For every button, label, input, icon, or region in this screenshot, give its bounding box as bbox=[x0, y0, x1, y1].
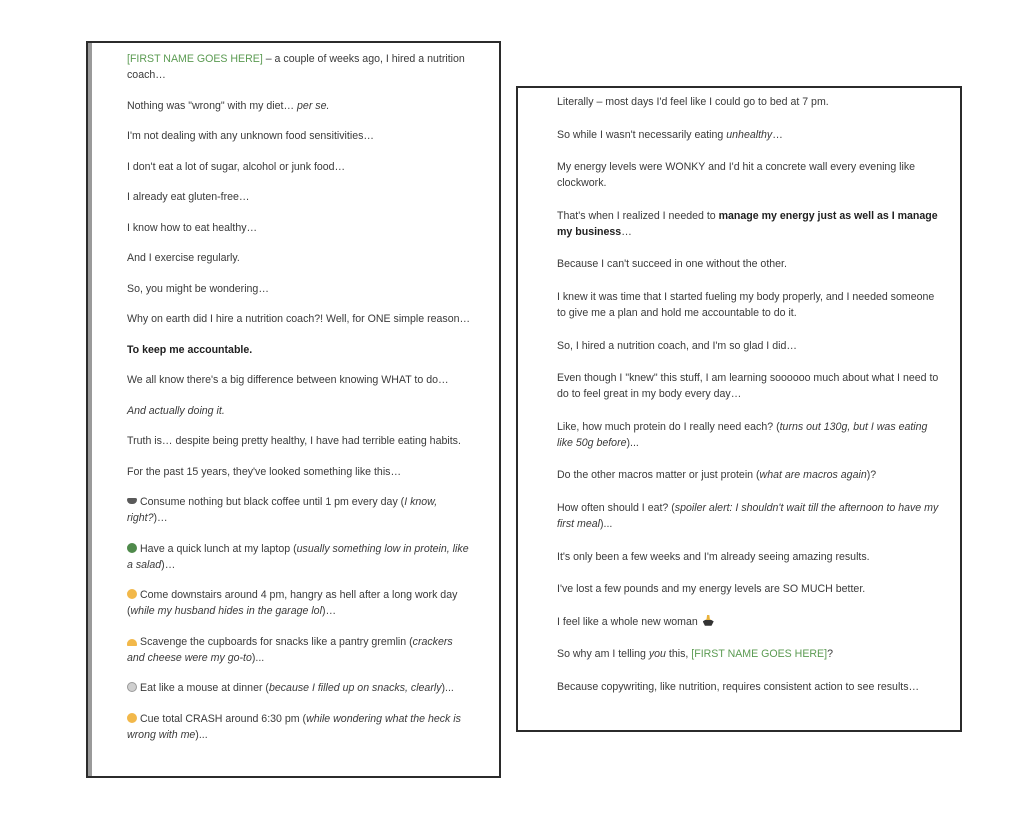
habit-item: Come downstairs around 4 pm, hangry as hell after a long work day (while my husband hides in the garage lol)… bbox=[127, 589, 458, 617]
paragraph: I know how to eat healthy… bbox=[127, 221, 258, 234]
email-draft-page-1 bbox=[86, 41, 501, 778]
paragraph-italic: And actually doing it. bbox=[127, 404, 225, 417]
habit-item: Consume nothing but black coffee until 1 pm every day (I know, right?)… bbox=[127, 496, 438, 524]
paragraph: Even though I "knew" this stuff, I am learning soooooo much about what I need to do to feel great in my body every day… bbox=[557, 372, 939, 401]
hungry-face-icon bbox=[127, 589, 137, 599]
paragraph: Truth is… despite being pretty healthy, I have had terrible eating habits. bbox=[127, 435, 461, 447]
salad-icon bbox=[127, 543, 137, 553]
first-name-placeholder: [FIRST NAME GOES HERE] bbox=[127, 53, 263, 65]
page-1-body bbox=[127, 51, 472, 757]
paragraph: My energy levels were WONKY and I'd hit a concrete wall every evening like clockwork. bbox=[557, 161, 916, 190]
habit-item: Scavenge the cupboards for snacks like a pantry gremlin (crackers and cheese were my go-to)... bbox=[127, 635, 453, 664]
paragraph: I've lost a few pounds and my energy levels are SO MUCH better. bbox=[557, 583, 866, 596]
paragraph: Nothing was "wrong" with my diet… per se. bbox=[127, 99, 330, 112]
paragraph-bold: To keep me accountable. bbox=[127, 343, 253, 356]
paragraph: Because copywriting, like nutrition, requires consistent action to see results… bbox=[557, 680, 920, 693]
paragraph: I already eat gluten-free… bbox=[127, 191, 250, 203]
habit-item: Cue total CRASH around 6:30 pm (while wondering what the heck is wrong with me)... bbox=[127, 712, 461, 741]
paragraph: Because I can't succeed in one without the other. bbox=[557, 258, 787, 271]
paragraph: It's only been a few weeks and I'm already seeing amazing results. bbox=[557, 550, 870, 563]
habit-item: Eat like a mouse at dinner (because I filled up on snacks, clearly)... bbox=[127, 680, 472, 696]
cheese-icon bbox=[127, 639, 137, 646]
dizzy-face-icon bbox=[127, 713, 137, 723]
paragraph: Why on earth did I hire a nutrition coach?! Well, for ONE simple reason… bbox=[127, 313, 471, 325]
paragraph: For the past 15 years, they've looked something like this… bbox=[127, 465, 402, 478]
paragraph: Do the other macros matter or just protein (what are macros again)? bbox=[557, 469, 877, 482]
first-name-placeholder: [FIRST NAME GOES HERE] bbox=[691, 648, 828, 661]
paragraph: That's when I realized I needed to manage my energy just as well as I manage my business… bbox=[557, 209, 938, 238]
paragraph: Like, how much protein do I really need each? (turns out 130g, but I was eating like 50g before)... bbox=[557, 420, 928, 449]
page-2-body bbox=[557, 94, 942, 712]
woman-emoji-icon bbox=[703, 615, 714, 626]
habit-item: Have a quick lunch at my laptop (usually something low in protein, like a salad)… bbox=[127, 542, 469, 571]
paragraph: And I exercise regularly. bbox=[127, 252, 240, 264]
paragraph: [FIRST NAME GOES HERE] – a couple of weeks ago, I hired a nutrition coach… bbox=[127, 53, 465, 81]
paragraph: We all know there's a big difference between knowing WHAT to do… bbox=[127, 374, 449, 386]
paragraph: Literally – most days I'd feel like I could go to bed at 7 pm. bbox=[557, 96, 829, 108]
mouse-icon bbox=[127, 682, 137, 692]
paragraph: So why am I telling you this, [FIRST NAME GOES HERE]? bbox=[557, 648, 833, 661]
paragraph: So while I wasn't necessarily eating unhealthy… bbox=[557, 128, 783, 141]
paragraph: So, you might be wondering… bbox=[127, 282, 269, 295]
paragraph: I don't eat a lot of sugar, alcohol or junk food… bbox=[127, 160, 346, 173]
paragraph: I'm not dealing with any unknown food sensitivities… bbox=[127, 130, 374, 142]
paragraph: So, I hired a nutrition coach, and I'm so glad I did… bbox=[557, 339, 797, 352]
coffee-icon bbox=[127, 498, 137, 504]
paragraph: I feel like a whole new woman bbox=[557, 614, 942, 630]
paragraph: How often should I eat? (spoiler alert: I shouldn't wait till the afternoon to have my first meal)... bbox=[557, 501, 939, 530]
email-draft-page-2 bbox=[516, 86, 962, 732]
paragraph: I knew it was time that I started fueling my body properly, and I needed someone to give me a plan and hold me accountable to do it. bbox=[557, 290, 935, 319]
